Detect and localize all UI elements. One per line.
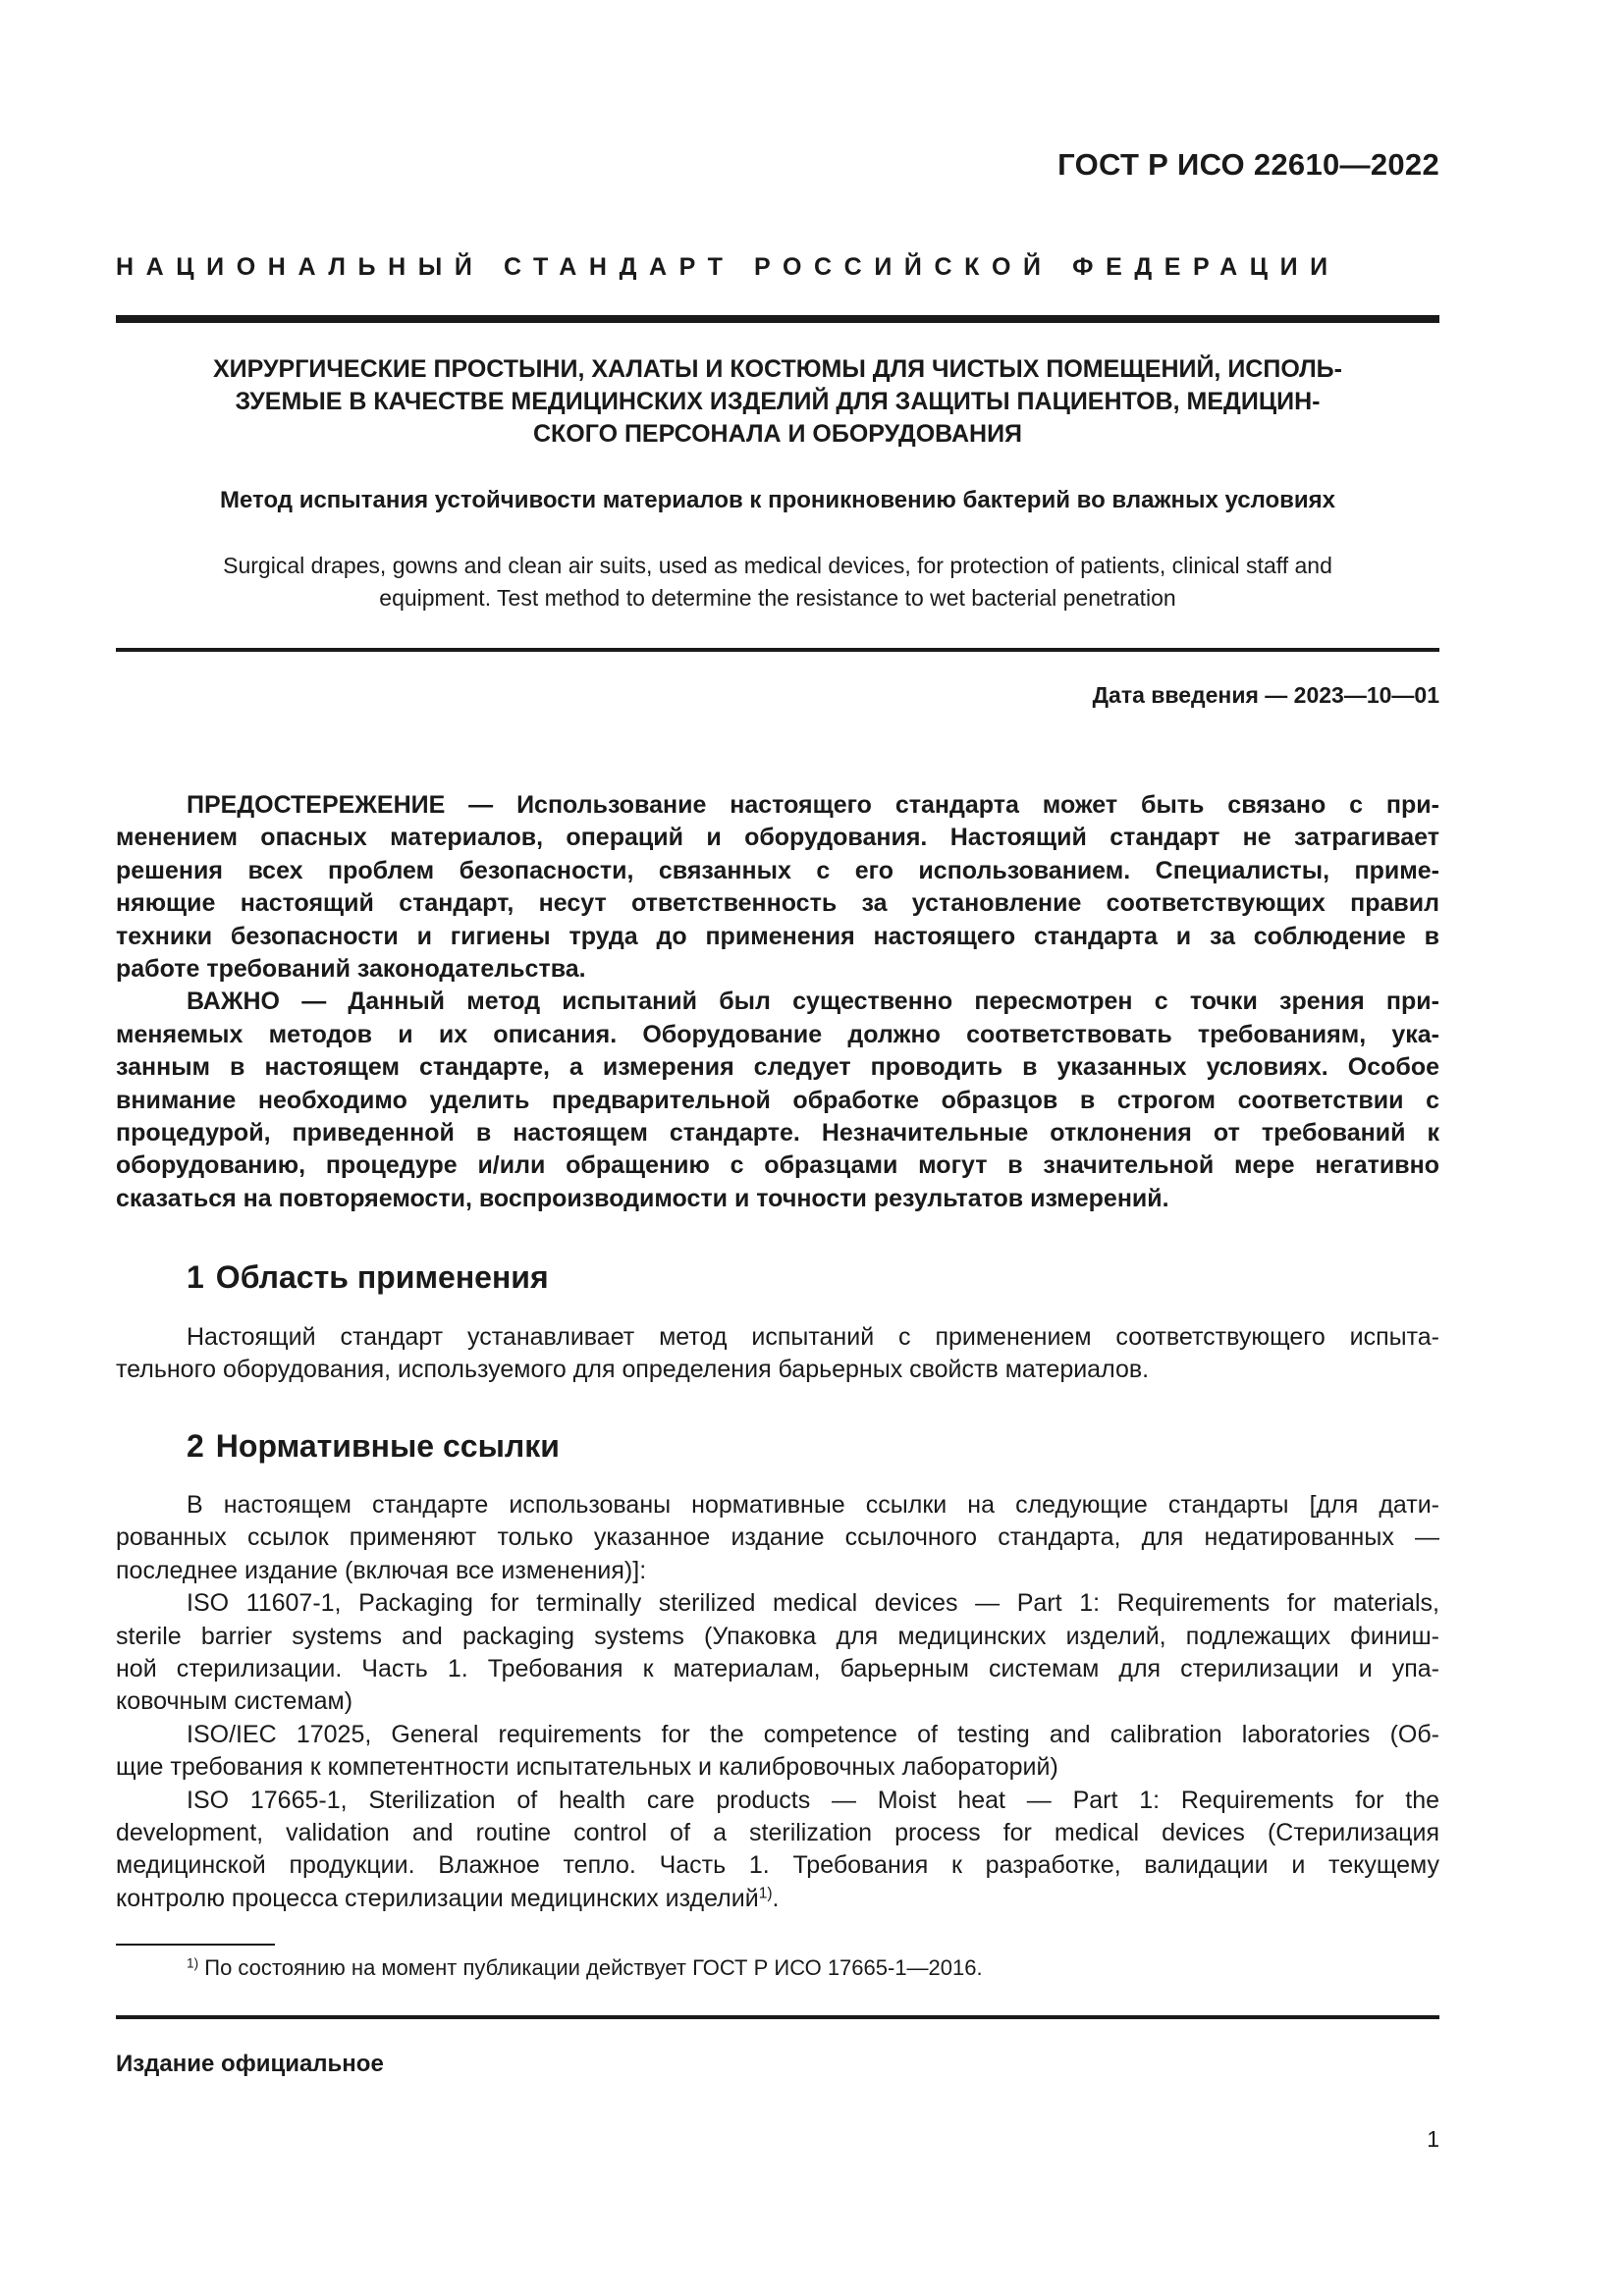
footnote-marker: 1) xyxy=(758,1885,773,1902)
body-line: рованных ссылок применяют только указанное издание ссылочного стандарта, для недатированных — xyxy=(116,1523,1439,1552)
warning-block xyxy=(116,789,1439,1215)
reference-line: ной стерилизации. Часть 1. Требования к материалам, барьерным системам для стерилизации и упа- xyxy=(116,1655,1439,1683)
english-title xyxy=(116,550,1439,614)
document-title xyxy=(116,353,1439,451)
title-divider xyxy=(116,648,1439,652)
important-line: занным в настоящем стандарте, а измерения следует проводить в указанных условиях. Особое xyxy=(116,1053,1439,1082)
english-title-line: equipment. Test method to determine the resistance to wet bacterial penetration xyxy=(379,585,1176,611)
warning-line: работе требований законодательства. xyxy=(116,955,586,984)
important-line: процедурой, приведенной в настоящем стандарте. Незначительные отклонения от требований к xyxy=(116,1119,1439,1148)
footnote-text: По состоянию на момент публикации действует ГОСТ Р ИСО 17665-1—2016. xyxy=(204,1955,983,1980)
section-number: 1 xyxy=(187,1259,204,1295)
title-line: СКОГО ПЕРСОНАЛА И ОБОРУДОВАНИЯ xyxy=(532,420,1023,448)
reference-line: щие требования к компетентности испытательных и калибровочных лабораторий) xyxy=(116,1753,1058,1782)
body-line: последнее издание (включая все изменения)]: xyxy=(116,1556,647,1584)
section-1-body xyxy=(116,1321,1439,1387)
warning-line: ПРЕДОСТЕРЕЖЕНИЕ — Использование настоящего стандарта может быть связано с при- xyxy=(187,791,1439,819)
footnote-divider xyxy=(116,1944,275,1946)
document-subtitle: Метод испытания устойчивости материалов к проникновению бактерий во влажных условиях xyxy=(219,487,1336,513)
important-line: внимание необходимо уделить предварительной обработке образцов в строгом соответствии с xyxy=(116,1086,1439,1114)
footnote xyxy=(187,1955,983,1981)
important-line: оборудованию, процедуре и/или обращению с образцами могут в значительной мере негативно xyxy=(116,1151,1439,1180)
section-title: Нормативные ссылки xyxy=(215,1428,560,1464)
introduction-date: Дата введения — 2023—10—01 xyxy=(1092,682,1439,708)
title-line: ЗУЕМЫЕ В КАЧЕСТВЕ МЕДИЦИНСКИХ ИЗДЕЛИЙ ДЛЯ ЗАЩИТЫ ПАЦИЕНТОВ, МЕДИЦИН- xyxy=(235,388,1321,415)
title-line: ХИРУРГИЧЕСКИЕ ПРОСТЫНИ, ХАЛАТЫ И КОСТЮМЫ ДЛЯ ЧИСТЫХ ПОМЕЩЕНИЙ, ИСПОЛЬ- xyxy=(213,355,1342,383)
reference-line: ISO/IEC 17025, General requirements for the competence of testing and calibration laboratories (Об- xyxy=(187,1720,1439,1748)
reference-line: медицинской продукции. Влажное тепло. Часть 1. Требования к разработке, валидации и текущему xyxy=(116,1851,1439,1880)
reference-line: ISO 17665-1, Sterilization of health care products — Moist heat — Part 1: Requirements for the xyxy=(187,1786,1439,1814)
section-title: Область применения xyxy=(215,1259,549,1295)
official-edition-label: Издание официальное xyxy=(116,2051,384,2077)
reference-text: контролю процесса стерилизации медицинских изделий xyxy=(116,1884,759,1912)
section-1-heading xyxy=(187,1259,549,1296)
section-2-body xyxy=(116,1489,1439,1915)
important-line: сказаться на повторяемости, воспроизводимости и точности результатов измерений. xyxy=(116,1184,1169,1212)
footnote-mark: 1) xyxy=(187,1955,199,1971)
document-code: ГОСТ Р ИСО 22610—2022 xyxy=(1057,147,1439,182)
national-standard-heading: НАЦИОНАЛЬНЫЙ СТАНДАРТ РОССИЙСКОЙ ФЕДЕРАЦИИ xyxy=(116,253,1340,281)
footer-divider xyxy=(116,2015,1439,2019)
warning-line: решения всех проблем безопасности, связанных с его использованием. Специалисты, приме- xyxy=(116,856,1439,884)
section-number: 2 xyxy=(187,1428,204,1464)
body-line: Настоящий стандарт устанавливает метод испытаний с применением соответствующего испыта- xyxy=(187,1323,1439,1351)
header-divider xyxy=(116,315,1439,323)
warning-line: няющие настоящий стандарт, несут ответственность за установление соответствующих правил xyxy=(116,889,1439,918)
body-line: В настоящем стандарте использованы нормативные ссылки на следующие стандарты [для дати- xyxy=(187,1491,1439,1519)
reference-line: sterile barrier systems and packaging systems (Упаковка для медицинских изделий, подлежащих финиш- xyxy=(116,1622,1439,1650)
reference-line xyxy=(116,1883,1439,1915)
important-line: ВАЖНО — Данный метод испытаний был существенно пересмотрен с точки зрения при- xyxy=(187,988,1439,1016)
page-number: 1 xyxy=(1427,2126,1439,2152)
reference-line: ISO 11607-1, Packaging for terminally sterilized medical devices — Part 1: Requirements for materials, xyxy=(187,1589,1439,1618)
important-line: меняемых методов и их описания. Оборудование должно соответствовать требованиям, ука- xyxy=(116,1020,1439,1048)
section-2-heading xyxy=(187,1428,560,1465)
reference-line: ковочным системам) xyxy=(116,1687,353,1716)
reference-line: development, validation and routine control of a sterilization process for medical devices (Стерилизация xyxy=(116,1819,1439,1847)
warning-line: техники безопасности и гигиены труда до применения настоящего стандарта и за соблюдение в xyxy=(116,922,1439,950)
warning-line: менением опасных материалов, операций и оборудования. Настоящий стандарт не затрагивает xyxy=(116,824,1439,852)
english-title-line: Surgical drapes, gowns and clean air suits, used as medical devices, for protection of patients, clinical staff and xyxy=(223,553,1332,578)
reference-end: . xyxy=(772,1884,780,1912)
body-line: тельного оборудования, используемого для определения барьерных свойств материалов. xyxy=(116,1356,1150,1384)
